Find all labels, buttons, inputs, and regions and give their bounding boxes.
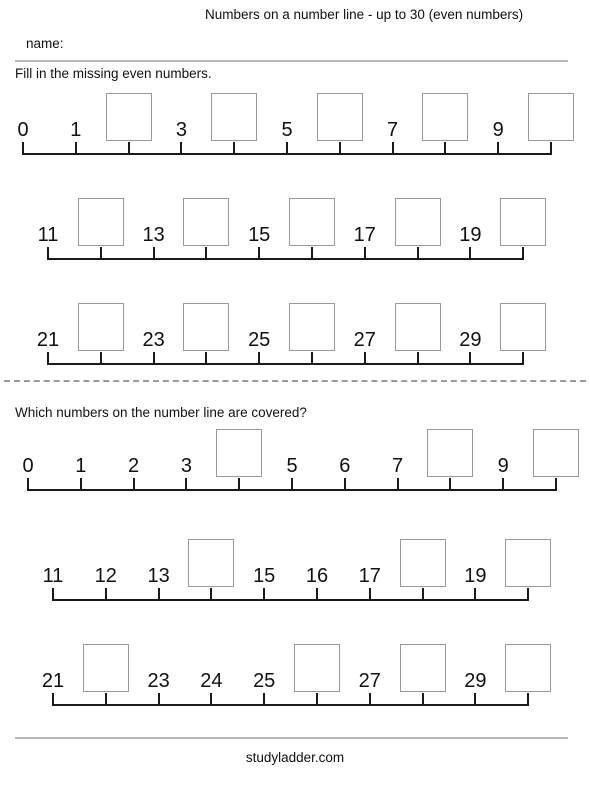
number-line-tick — [369, 693, 371, 705]
number-line-tick — [153, 247, 155, 259]
answer-box[interactable] — [400, 644, 446, 692]
number-label: 7 — [387, 119, 399, 141]
number-line-tick — [474, 588, 476, 600]
number-line-tick — [22, 142, 24, 154]
number-label: 27 — [353, 329, 376, 351]
number-line-tick — [153, 352, 155, 364]
answer-box[interactable] — [188, 539, 234, 587]
number-line-tick — [417, 247, 419, 259]
number-line-tick — [392, 142, 394, 154]
answer-box[interactable] — [106, 93, 152, 141]
number-line-tick — [180, 142, 182, 154]
number-line-tick — [210, 588, 212, 600]
number-line-tick — [47, 247, 49, 259]
number-label: 11 — [42, 565, 64, 587]
number-label: 24 — [200, 670, 223, 692]
number-label: 16 — [305, 565, 329, 587]
number-label: 15 — [253, 565, 276, 587]
number-label: 1 — [70, 119, 82, 141]
number-line-tick — [550, 142, 552, 154]
number-line-tick — [316, 693, 318, 705]
number-line-tick — [502, 478, 504, 490]
number-line-tick — [344, 478, 346, 490]
answer-box[interactable] — [400, 539, 446, 587]
answer-box[interactable] — [216, 429, 262, 477]
number-line-tick — [369, 588, 371, 600]
number-label: 5 — [286, 455, 298, 477]
number-label: 9 — [492, 119, 504, 141]
number-line-axis — [47, 258, 524, 260]
number-line-tick — [100, 247, 102, 259]
answer-box[interactable] — [294, 644, 340, 692]
number-label: 25 — [248, 329, 271, 351]
answer-box[interactable] — [83, 644, 129, 692]
number-line-tick — [527, 588, 529, 600]
number-line-tick — [52, 588, 54, 600]
number-line-tick — [263, 693, 265, 705]
number-line-tick — [128, 142, 130, 154]
number-label: 7 — [392, 455, 404, 477]
section-divider — [4, 380, 586, 382]
number-line-tick — [444, 142, 446, 154]
number-label: 6 — [339, 455, 351, 477]
number-line-tick — [258, 352, 260, 364]
number-line-axis — [52, 704, 529, 706]
number-line-tick — [80, 478, 82, 490]
answer-box[interactable] — [500, 198, 546, 246]
answer-box[interactable] — [500, 303, 546, 351]
answer-box[interactable] — [183, 198, 229, 246]
number-label: 23 — [147, 670, 170, 692]
number-label: 19 — [459, 224, 482, 246]
number-line-tick — [555, 478, 557, 490]
number-label: 21 — [36, 329, 60, 351]
number-label: 13 — [147, 565, 170, 587]
answer-box[interactable] — [289, 198, 335, 246]
number-line-tick — [105, 588, 107, 600]
number-line-tick — [422, 588, 424, 600]
number-label: 13 — [142, 224, 165, 246]
number-line-axis — [47, 363, 524, 365]
number-label: 21 — [41, 670, 65, 692]
number-line-tick — [364, 247, 366, 259]
number-line-tick — [158, 588, 160, 600]
number-line-tick — [449, 478, 451, 490]
number-label: 25 — [253, 670, 276, 692]
number-line-tick — [417, 352, 419, 364]
section2-instruction: Which numbers on the number line are covered? — [15, 405, 307, 420]
answer-box[interactable] — [289, 303, 335, 351]
number-line-tick — [27, 478, 29, 490]
number-label: 17 — [353, 224, 376, 246]
footer-divider — [15, 737, 568, 739]
number-line-axis — [52, 599, 529, 601]
answer-box[interactable] — [533, 429, 579, 477]
number-label: 11 — [37, 224, 59, 246]
answer-box[interactable] — [78, 303, 124, 351]
number-label: 0 — [17, 119, 29, 141]
number-label: 29 — [464, 670, 487, 692]
number-line-tick — [133, 478, 135, 490]
answer-box[interactable] — [395, 198, 441, 246]
number-line-tick — [469, 247, 471, 259]
name-underline-divider — [15, 60, 568, 62]
number-line-tick — [316, 588, 318, 600]
answer-box[interactable] — [183, 303, 229, 351]
number-line-tick — [422, 693, 424, 705]
answer-box[interactable] — [395, 303, 441, 351]
section1-instruction: Fill in the missing even numbers. — [15, 66, 212, 81]
number-label: 19 — [464, 565, 487, 587]
number-line-tick — [52, 693, 54, 705]
number-line-tick — [205, 247, 207, 259]
number-line-tick — [291, 478, 293, 490]
number-label: 1 — [75, 455, 87, 477]
number-line-tick — [205, 352, 207, 364]
number-label: 9 — [497, 455, 509, 477]
number-label: 0 — [22, 455, 34, 477]
answer-box[interactable] — [211, 93, 257, 141]
number-label: 27 — [358, 670, 381, 692]
number-label: 29 — [459, 329, 482, 351]
answer-box[interactable] — [317, 93, 363, 141]
number-line-tick — [100, 352, 102, 364]
name-label: name: — [26, 36, 64, 51]
number-line-tick — [286, 142, 288, 154]
answer-box[interactable] — [422, 93, 468, 141]
number-line-tick — [522, 352, 524, 364]
number-line-tick — [75, 142, 77, 154]
number-line-tick — [258, 247, 260, 259]
number-line-tick — [474, 693, 476, 705]
number-label: 12 — [94, 565, 117, 587]
number-line-tick — [311, 247, 313, 259]
answer-box[interactable] — [528, 93, 574, 141]
number-line-tick — [397, 478, 399, 490]
number-line-tick — [238, 478, 240, 490]
number-line-tick — [210, 693, 212, 705]
number-line-tick — [311, 352, 313, 364]
number-label: 3 — [180, 455, 192, 477]
number-line-tick — [522, 247, 524, 259]
answer-box[interactable] — [427, 429, 473, 477]
number-label: 23 — [142, 329, 165, 351]
number-label: 17 — [358, 565, 381, 587]
number-label: 3 — [175, 119, 187, 141]
number-label: 2 — [128, 455, 140, 477]
number-label: 5 — [281, 119, 293, 141]
number-line-tick — [158, 693, 160, 705]
footer-site: studyladder.com — [245, 750, 345, 765]
number-line-tick — [105, 693, 107, 705]
number-line-tick — [469, 352, 471, 364]
number-line-tick — [527, 693, 529, 705]
number-line-tick — [47, 352, 49, 364]
answer-box[interactable] — [505, 644, 551, 692]
number-line-tick — [185, 478, 187, 490]
answer-box[interactable] — [78, 198, 124, 246]
number-line-tick — [497, 142, 499, 154]
number-line-tick — [339, 142, 341, 154]
number-line-tick — [263, 588, 265, 600]
number-label: 15 — [248, 224, 271, 246]
number-line-tick — [233, 142, 235, 154]
answer-box[interactable] — [505, 539, 551, 587]
number-line-tick — [364, 352, 366, 364]
worksheet-title: Numbers on a number line - up to 30 (even numbers) — [205, 7, 524, 22]
